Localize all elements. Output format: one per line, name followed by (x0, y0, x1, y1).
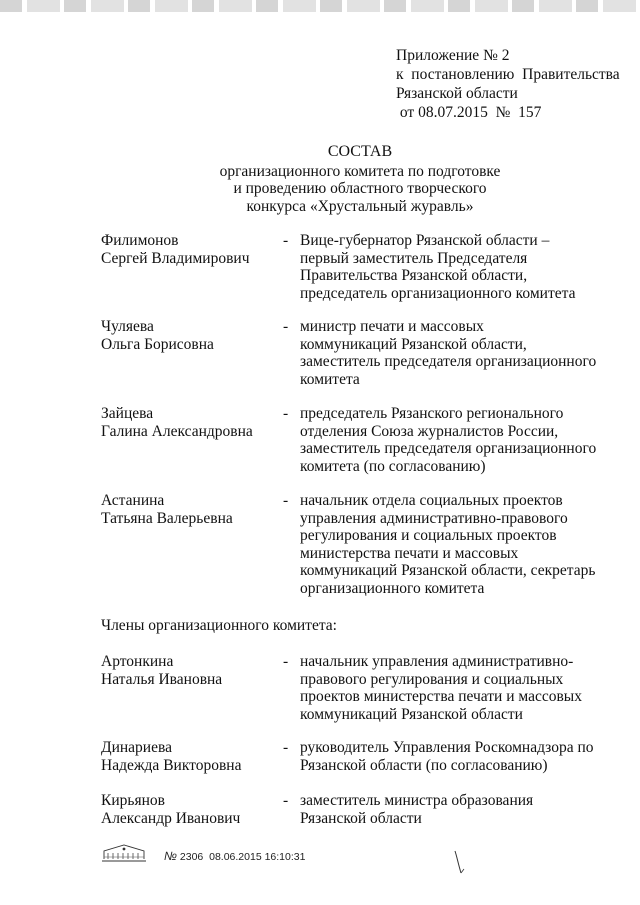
role-line: комитета (по согласованию) (300, 457, 486, 475)
surname: Кирьянов (101, 792, 165, 809)
role-line: начальник отдела социальных проектов (300, 492, 563, 509)
role-line: заместитель министра образования (300, 792, 534, 809)
appendix-line: от 08.07.2015 № 157 (396, 104, 542, 121)
title-line: организационного комитета по подготовке (219, 162, 501, 180)
dash: - (283, 792, 289, 809)
person-role (300, 318, 600, 388)
role-line: коммуникаций Рязанской области (300, 705, 523, 723)
role-line: Правительства Рязанской области, (300, 267, 528, 285)
members-heading: Члены организационного комитета: (101, 617, 337, 634)
person-role (300, 492, 600, 598)
role-line: заместитель председателя организационного (300, 440, 597, 458)
surname: Зайцева (101, 405, 154, 422)
role-line: руководитель Управления Роскомнадзора по (300, 739, 594, 756)
registration-number-date: 2306 08.06.2015 16:10:31 (177, 851, 306, 863)
person-name (101, 492, 281, 527)
surname: Филимонов (101, 232, 179, 249)
person-name (101, 792, 281, 827)
person-name (101, 405, 281, 440)
surname: Артонкина (101, 653, 174, 670)
person-role (300, 653, 600, 723)
given-name: Ольга Борисовна (101, 335, 214, 353)
role-line: председатель Рязанского регионального (300, 405, 564, 422)
given-name: Сергей Владимирович (101, 249, 250, 267)
dash: - (283, 653, 289, 670)
registry-stamp-icon (100, 843, 148, 863)
title-heading: СОСТАВ (327, 143, 393, 160)
appendix-line: Приложение № 2 (396, 47, 510, 64)
role-line: первый заместитель Председателя (300, 249, 528, 267)
role-line: коммуникаций Рязанской области, (300, 335, 527, 353)
person-role (300, 739, 600, 774)
role-line: комитета (300, 370, 360, 388)
given-name: Татьяна Валерьевна (101, 509, 233, 527)
appendix-line: Рязанской области (396, 85, 518, 102)
dash: - (283, 232, 289, 249)
person-role (300, 232, 600, 302)
pen-mark-icon (452, 849, 468, 877)
dash: - (283, 739, 289, 756)
dash: - (283, 405, 289, 422)
person-name (101, 232, 281, 267)
given-name: Галина Александровна (101, 422, 253, 440)
given-name: Наталья Ивановна (101, 670, 223, 688)
surname: Астанина (101, 492, 165, 509)
role-line: коммуникаций Рязанской области, секретарь (300, 562, 596, 580)
title-line: конкурса «Хрустальный журавль» (246, 197, 474, 215)
person-role (300, 405, 600, 475)
role-line: проектов министерства печати и массовых (300, 688, 582, 706)
role-line: отделения Союза журналистов России, (300, 422, 559, 440)
role-line: Рязанской области (300, 809, 422, 827)
person-role (300, 792, 600, 827)
role-line: заместитель председателя организационного (300, 353, 597, 371)
given-name: Надежда Викторовна (101, 756, 242, 774)
given-name: Александр Иванович (101, 809, 241, 827)
person-name (101, 739, 281, 774)
registration-footer (164, 849, 305, 863)
role-line: министерства печати и массовых (300, 544, 519, 562)
role-line: председатель организационного комитета (300, 284, 576, 302)
role-line: министр печати и массовых (300, 318, 484, 335)
surname: Динариева (101, 739, 172, 756)
person-name (101, 318, 281, 353)
appendix-reference (396, 46, 620, 122)
role-line: Вице-губернатор Рязанской области – (300, 232, 550, 249)
appendix-line: к постановлению Правительства (396, 66, 620, 83)
surname: Чуляева (101, 318, 154, 335)
role-line: правового регулирования и социальных (300, 670, 564, 688)
dash: - (283, 318, 289, 335)
document-title (150, 143, 570, 215)
title-line: и проведению областного творческого (233, 180, 487, 197)
scan-top-edge (0, 0, 640, 12)
role-line: управления административно-правового (300, 509, 568, 527)
role-line: организационного комитета (300, 579, 485, 597)
role-line: начальник управления административно- (300, 653, 574, 670)
dash: - (283, 492, 289, 509)
person-name (101, 653, 281, 688)
number-sign: № (164, 849, 177, 863)
role-line: регулирования и социальных проектов (300, 527, 557, 545)
role-line: Рязанской области (по согласованию) (300, 756, 548, 774)
